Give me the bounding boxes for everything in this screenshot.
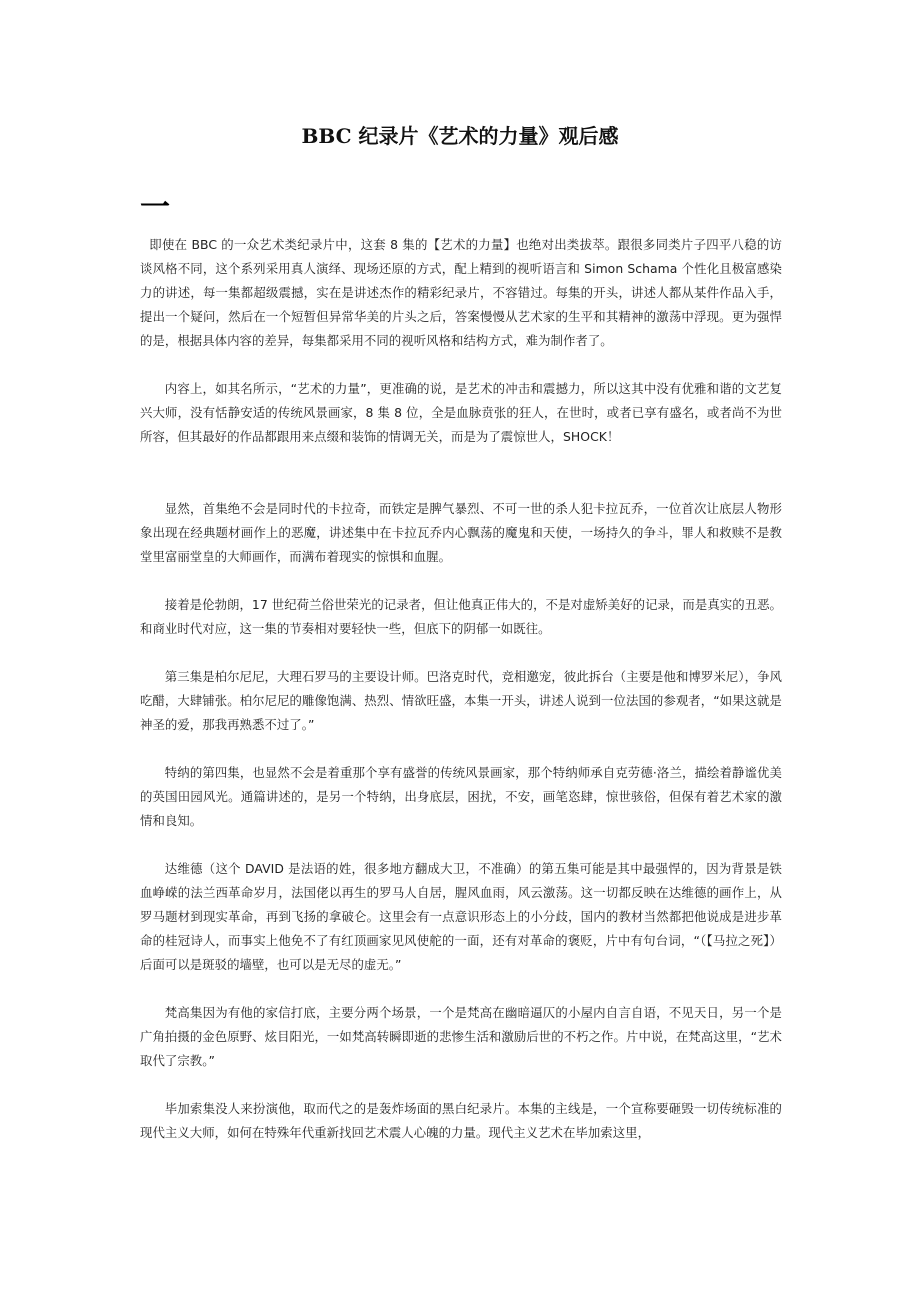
document-body: [140, 233, 782, 1145]
paragraph-caravaggio: 显然，首集绝不会是同时代的卡拉奇，而铁定是脾气暴烈、不可一世的杀人犯卡拉瓦乔，一位首次让底层人物形象出现在经典题材画作上的恶魔，讲述集中在卡拉瓦乔内心飘荡的魔鬼和天使，一场持久的争斗，罪人和救赎不是教堂里富丽堂皇的大师画作，而满布着现实的惊惧和血腥。: [140, 501, 782, 564]
paragraph-rembrandt: 接着是伦勃朗，17 世纪荷兰俗世荣光的记录者，但让他真正伟大的，不是对虚矫美好的记录，而是真实的丑恶。和商业时代对应，这一集的节奏相对要轻快一些，但底下的阴郁一如既往。: [140, 597, 782, 636]
paragraph-content-overview: 内容上，如其名所示，“艺术的力量”，更准确的说，是艺术的冲击和震撼力，所以这其中没有优雅和谐的文艺复兴大师，没有恬静安适的传统风景画家，8 集 8 位，全是血脉贲张的狂人，在世时，或者已享有盛名，或者尚不为世所容，但其最好的作品都跟用来点缀和装饰的情调无关，而是为了震惊世人，SHOCK！: [140, 381, 782, 444]
paragraph-turner: 特纳的第四集，也显然不会是着重那个享有盛誉的传统风景画家，那个特纳师承自克劳德·洛兰，描绘着静谧优美的英国田园风光。通篇讲述的，是另一个特纳，出身底层，困扰，不安，画笔恣肆，惊世骇俗，但保有着艺术家的激情和良知。: [140, 765, 782, 828]
paragraph-picasso: 毕加索集没人来扮演他，取而代之的是轰炸场面的黑白纪录片。本集的主线是，一个宣称要砸毁一切传统标准的现代主义大师，如何在特殊年代重新找回艺术震人心魄的力量。现代主义艺术在毕加索这里，: [140, 1101, 782, 1140]
paragraph-david: 达维德（这个 DAVID 是法语的姓，很多地方翻成大卫，不准确）的第五集可能是其中最强悍的，因为背景是铁血峥嵘的法兰西革命岁月，法国佬以再生的罗马人自居，腥风血雨，风云激荡。这一切都反映在达维德的画作上，从罗马题材到现实革命，再到飞扬的拿破仑。这里会有一点意识形态上的小分歧，国内的教材当然都把他说成是进步革命的桂冠诗人，而事实上他免不了有红顶画家见风使舵的一面，还有对革命的褒贬，片中有句台词，“（【马拉之死】）后面可以是斑驳的墙壁，也可以是无尽的虚无。”: [140, 861, 782, 972]
paragraph-bernini: 第三集是柏尔尼尼，大理石罗马的主要设计师。巴洛克时代，竞相邀宠，彼此拆台（主要是他和博罗米尼），争风吃醋，大肆铺张。柏尔尼尼的雕像饱满、热烈、情欲旺盛，本集一开头，讲述人说到一位法国的参观者，“如果这就是神圣的爱，那我再熟悉不过了。”: [140, 669, 782, 732]
document-title: BBC 纪录片《艺术的力量》观后感: [301, 124, 619, 148]
paragraph-intro: 即使在 BBC 的一众艺术类纪录片中，这套 8 集的【艺术的力量】也绝对出类拔萃。跟很多同类片子四平八稳的访谈风格不同，这个系列采用真人演绎、现场还原的方式，配上精到的视听语言和 Simon Schama 个性化且极富感染力的讲述，每一集都超级震撼，实在是讲述杰作的精彩纪录片，不容错过。每集的开头，讲述人都从某件作品入手，提出一个疑问，然后在一个短暂但异常华美的片头之后，答案慢慢从艺术家的生平和其精神的激荡中浮现。更为强悍的是，根据具体内容的差异，每集都采用不同的视听风格和结构方式，难为制作者了。: [140, 237, 782, 348]
paragraph-van-gogh: 梵高集因为有他的家信打底，主要分两个场景，一个是梵高在幽暗逼仄的小屋内自言自语，不见天日，另一个是广角拍摄的金色原野、炫目阳光，一如梵高转瞬即逝的悲惨生活和激励后世的不朽之作。片中说，在梵高这里，“艺术取代了宗教。”: [140, 1005, 782, 1068]
section-number: 一: [140, 190, 170, 225]
